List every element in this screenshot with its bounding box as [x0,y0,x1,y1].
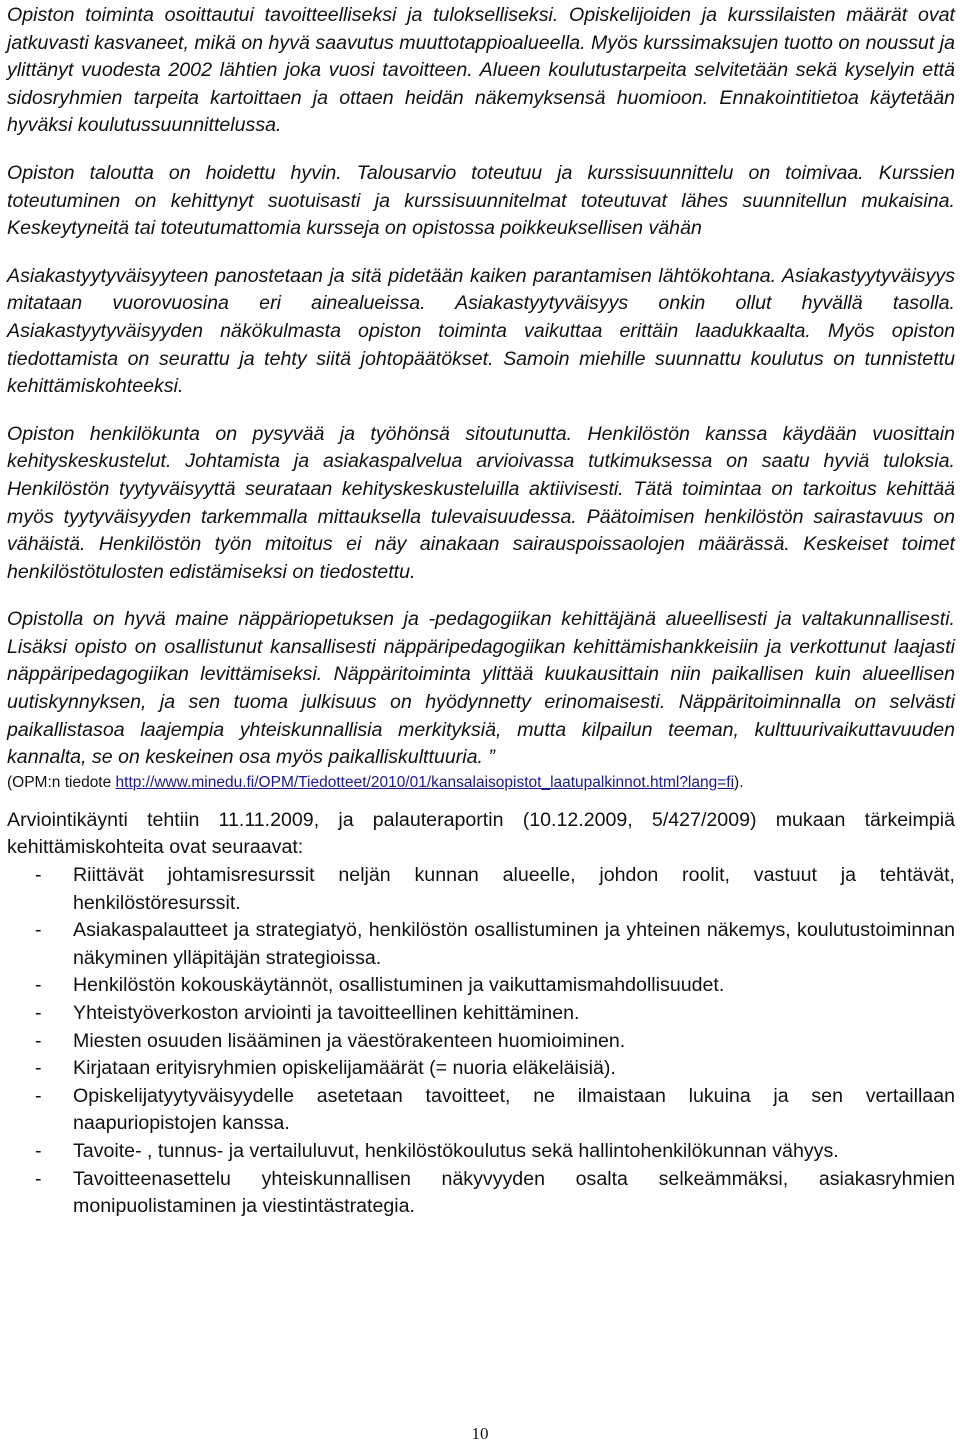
paragraph-staff: Opiston henkilökunta on pysyvää ja työhönsä sitoutunutta. Henkilöstön kanssa käydään vuosittain kehityskeskustelut. Johtamista ja asiakaspalvelua arvioivassa tutkimuksessa on saatu hyviä tuloksia. Henkilöstön tyytyväisyyttä seurataan kehityskeskusteluilla aktiivisesti. Tätä toimintaa on tarkoitus kehittää myös tyytyväisyyden tarkemmalla mittauksella tulevaisuudessa. Päätoimisen henkilöstön sairastavuus on vähäistä. Henkilöstön työn mitoitus ei näy ainakaan sairauspoissaolojen määrässä. Keskeiset toimet henkilöstötulosten edistämiseksi on tiedostettu. [7,422,955,583]
source-citation [7,772,955,794]
document-page [7,0,955,1221]
list-item [7,1083,955,1138]
dash-bullet: - [35,1139,42,1162]
list-item-text: Miesten osuuden lisääminen ja väestörakenteen huomioiminen. [73,1029,626,1052]
list-item [7,1166,955,1221]
dash-bullet: - [35,864,42,887]
development-targets-list [7,862,955,1221]
list-item [7,1000,955,1028]
spacer [7,140,955,160]
list-item-text: Riittävät johtamisresurssit neljän kunnan alueelle, johdon roolit, vastuut ja tehtävät, henkilöstöresurssit. [73,864,955,914]
dash-bullet: - [35,1002,42,1024]
paragraph-reputation: Opistolla on hyvä maine näppäriopetuksen ja -pedagogiikan kehittäjänä alueellisesti ja valtakunnallisesti. Lisäksi opisto on osallistunut kansallisesti näppäripedagogiikan kehittämishankkeisiin ja verkottunut laajasti näppäripedagogiikan levittämiseksi. Näppäritoiminta ylittää kuukausittain niin paikallisen kuin alueellisen uutiskynnyksen, ja sen tuoma julkisuus on hyödynnetty erinomaisesti. Näppäritoiminnalla on selvästi paikallistasoa laajempia yhteiskunnallisia merkityksiä, mutta kilpailun teeman, kulttuurivaikuttavuuden kannalta, se on keskeinen osa myös paikalliskulttuuria. ” [7,608,955,769]
dash-bullet: - [35,1084,42,1107]
source-prefix: (OPM:n tiedote [7,773,116,791]
source-link[interactable]: http://www.minedu.fi/OPM/Tiedotteet/2010/01/kansalaisopistot_laatupalkinnot.html?lang=fi [115,773,735,791]
list-item-text: Kirjataan erityisryhmien opiskelijamäärät (= nuoria eläkeläisiä). [73,1057,616,1080]
list-item [7,1055,955,1083]
list-item-text: Henkilöstön kokouskäytännöt, osallistuminen ja vaikuttamismahdollisuudet. [73,974,725,997]
list-item [7,1138,955,1166]
list-item-text: Asiakaspalautteet ja strategiatyö, henkilöstön osallistuminen ja yhteinen näkemys, koulutustoiminnan näkyminen ylläpitäjän strategioissa. [73,919,955,969]
spacer [7,243,955,263]
list-item-text: Yhteistyöverkoston arviointi ja tavoitteellinen kehittäminen. [73,1002,580,1024]
dash-bullet: - [35,1029,42,1052]
list-item [7,917,955,972]
list-item-text: Opiskelijatyytyväisyydelle asetetaan tavoitteet, ne ilmaistaan lukuina ja sen vertaillaan naapuriopistojen kanssa. [73,1084,955,1135]
dash-bullet: - [35,974,42,997]
dash-bullet: - [35,919,42,942]
dash-bullet: - [35,1057,42,1080]
paragraph-finances: Opiston taloutta on hoidettu hyvin. Talousarvio toteutuu ja kurssisuunnittelu on toimivaa. Kurssien toteutuminen on kehittynyt suotuisasti ja kurssisuunnitelmat toteutuvat lähes suunnitellun mukaisina. Keskeytyneitä tai toteutumattomia kursseja on opistossa poikkeuksellisen vähän [7,161,955,240]
paragraph-customer-satisfaction: Asiakastyytyväisyyteen panostetaan ja sitä pidetään kaiken parantamisen lähtökohtana. Asiakastyytyväisyys mitataan vuorovuosina eri ainealueissa. Asiakastyytyväisyys onkin ollut hyvällä tasolla. Asiakastyytyväisyyden näkökulmasta opiston toiminta vaikuttaa erittäin laadukkaalta. Myös opiston tiedottamista on seurattu ja tehty siitä johtopäätökset. Samoin miehille suunnattu koulutus on tunnistettu kehittämiskohteeksi. [7,264,955,398]
page-number: 10 [471,1424,489,1443]
spacer [7,401,955,421]
spacer [7,586,955,606]
list-item [7,972,955,1000]
source-suffix: ). [734,773,744,791]
list-item [7,1028,955,1056]
spacer [7,794,955,807]
evaluation-intro: Arviointikäynti tehtiin 11.11.2009, ja palauteraportin (10.12.2009, 5/427/2009) mukaan tärkeimpiä kehittämiskohteita ovat seuraavat: [7,808,955,859]
list-item [7,862,955,917]
list-item-text: Tavoite- , tunnus- ja vertailuluvut, henkilöstökoulutus sekä hallintohenkilökunnan vähyys. [73,1139,839,1162]
list-item-text: Tavoitteenasettelu yhteiskunnallisen näkyvyyden osalta selkeämmäksi, asiakasryhmien monipuolistaminen ja viestintästrategia. [73,1167,955,1218]
paragraph-results: Opiston toiminta osoittautui tavoitteelliseksi ja tulokselliseksi. Opiskelijoiden ja kurssilaisten määrät ovat jatkuvasti kasvaneet, mikä on hyvä saavutus muuttotappioalueella. Myös kurssimaksujen tuotto on noussut ja ylittänyt vuodesta 2002 lähtien joka vuosi tavoitteen. Alueen koulutustarpeita selvitetään sekä kyselyin että sidosryhmien tarpeita kartoittaen ja ottaen heidän näkemyksensä huomioon. Ennakointitietoa käytetään hyväksi koulutussuunnittelussa. [7,4,955,137]
dash-bullet: - [35,1167,42,1190]
